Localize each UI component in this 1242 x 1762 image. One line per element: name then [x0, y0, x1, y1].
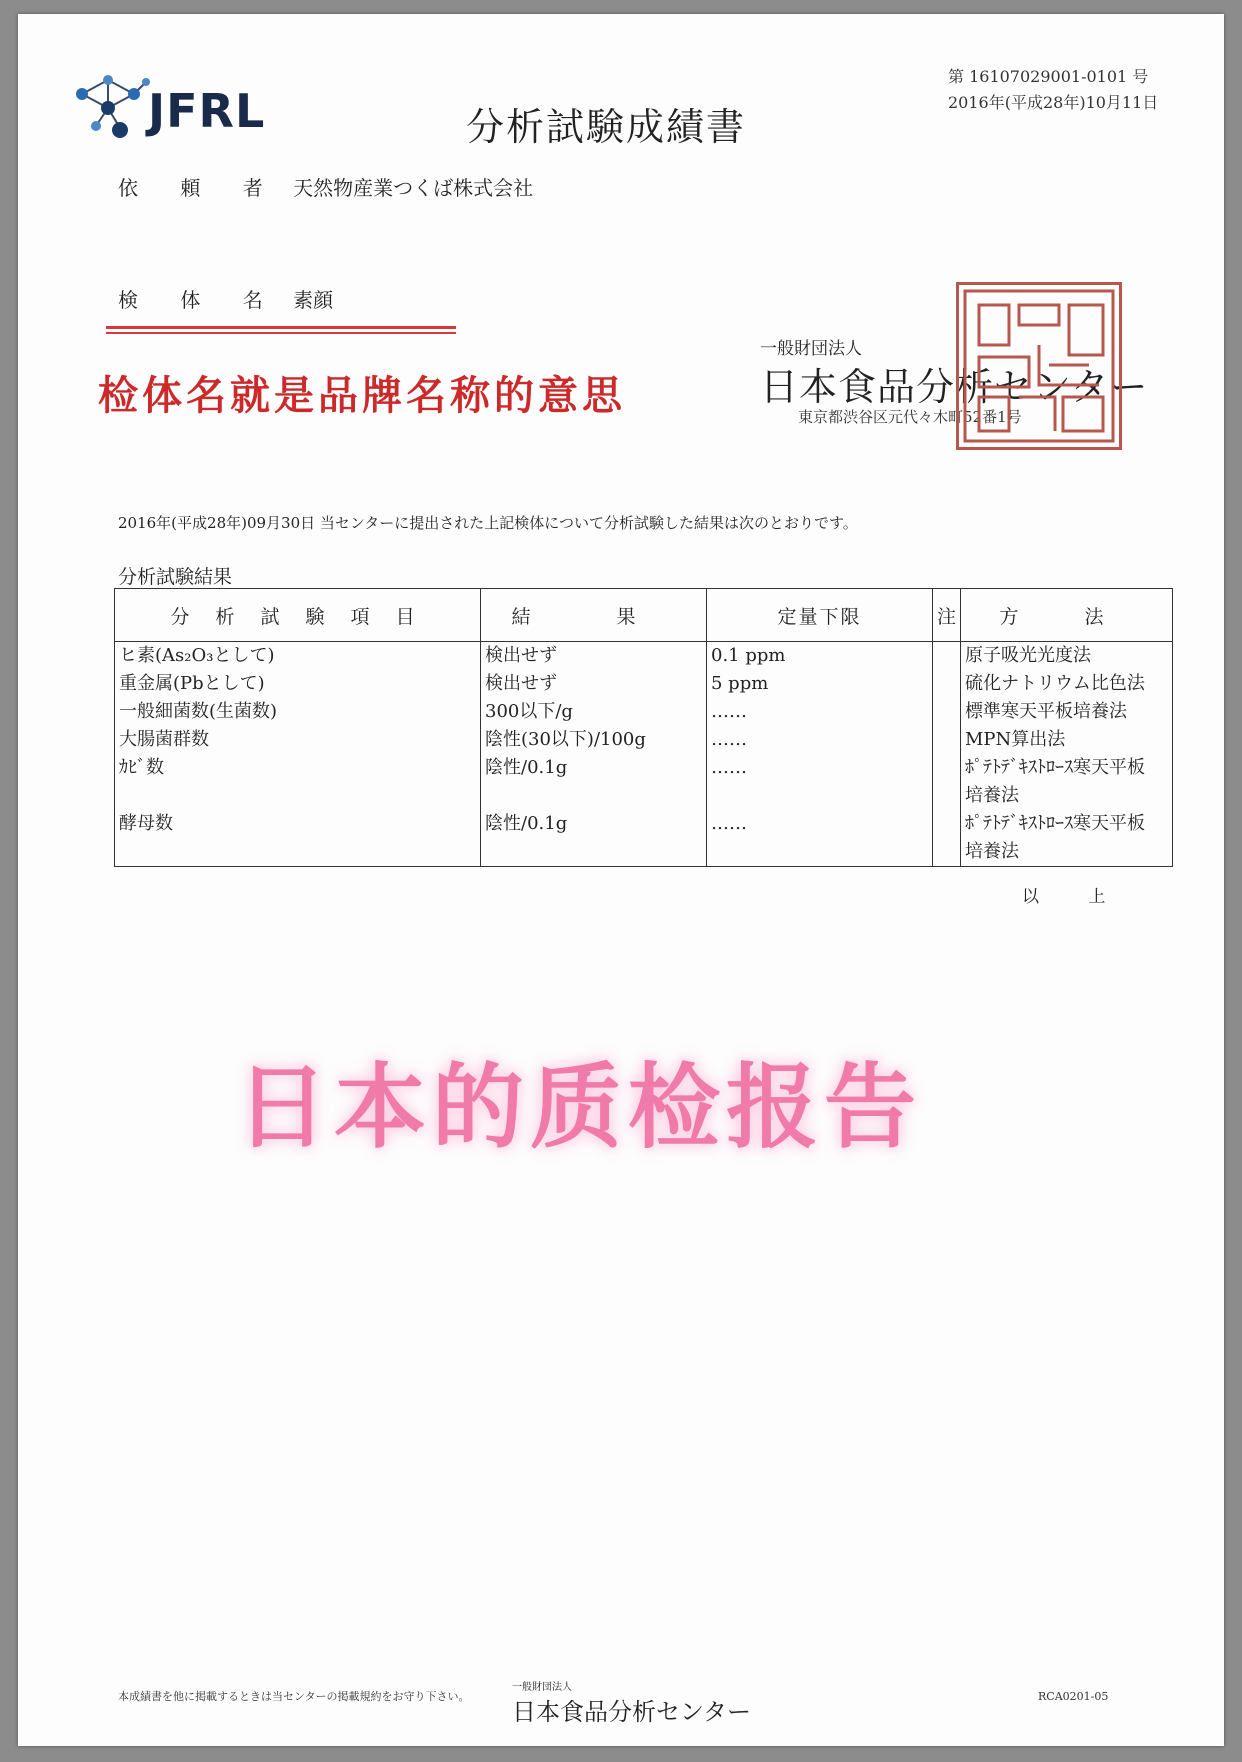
- cell-item: 大腸菌群数: [115, 726, 481, 754]
- banner-text: 日本的质检报告: [236, 1054, 923, 1161]
- header-result: 結 果: [481, 589, 707, 642]
- client-value: 天然物産業つくば株式会社: [293, 176, 534, 200]
- specimen-value: 素顔: [293, 288, 334, 312]
- cell-method: 硫化ナトリウム比色法: [961, 670, 1173, 698]
- underline-mark: [106, 326, 456, 329]
- cell-note: [933, 670, 961, 698]
- table-row: [115, 810, 1173, 838]
- client-label: 依 頼 者: [118, 176, 281, 200]
- cell-result: [481, 782, 707, 810]
- cell-note: [933, 726, 961, 754]
- cell-limit: ……: [707, 698, 933, 726]
- cell-result: [481, 838, 707, 867]
- cell-limit: [707, 782, 933, 810]
- cell-note: [933, 754, 961, 782]
- issuer-prefix: 一般財団法人: [760, 339, 862, 359]
- table-row: [115, 642, 1173, 671]
- cell-item: 酵母数: [115, 810, 481, 838]
- document-number: 第 16107029001-0101 号: [948, 67, 1149, 86]
- cell-note: [933, 810, 961, 838]
- cell-item: [115, 838, 481, 867]
- header-item: 分 析 試 験 項 目: [115, 589, 481, 642]
- cell-item: [115, 782, 481, 810]
- cell-note: [933, 782, 961, 810]
- cell-item: 一般細菌数(生菌数): [115, 698, 481, 726]
- cell-method: 培養法: [961, 838, 1173, 867]
- issuer-name: 日本食品分析センター: [760, 365, 1149, 409]
- cell-item: 重金属(Pbとして): [115, 670, 481, 698]
- cell-note: [933, 642, 961, 671]
- cell-limit: 0.1 ppm: [707, 642, 933, 671]
- cell-method: ﾎﾟﾃﾄﾃﾞｷｽﾄﾛｰｽ寒天平板: [961, 810, 1173, 838]
- footer-note: 本成績書を他に掲載するときは当センターの掲載規約をお守り下さい。: [118, 1690, 470, 1703]
- cell-method: 原子吸光光度法: [961, 642, 1173, 671]
- footer-org-prefix: 一般財団法人: [512, 1682, 572, 1693]
- cell-limit: ……: [707, 754, 933, 782]
- closing-mark: 以 上: [1022, 887, 1128, 907]
- document-title: 分析試験成績書: [466, 105, 747, 149]
- jfrl-logo-icon: [68, 64, 154, 144]
- header-note: 注: [933, 589, 961, 642]
- cell-limit: ……: [707, 810, 933, 838]
- table-row: [115, 726, 1173, 754]
- report-sheet: [18, 14, 1224, 1746]
- cell-method: 培養法: [961, 782, 1173, 810]
- table-row: [115, 838, 1173, 867]
- official-seal: [956, 282, 1122, 450]
- cell-result: 検出せず: [481, 670, 707, 698]
- cell-item: ヒ素(As₂O₃として): [115, 642, 481, 671]
- cell-result: 陰性/0.1g: [481, 754, 707, 782]
- annotation-text: 检体名就是品牌名称的意思: [98, 372, 626, 419]
- cell-result: 陰性(30以下)/100g: [481, 726, 707, 754]
- logo-text: JFRL: [148, 84, 266, 138]
- table-row: [115, 698, 1173, 726]
- cell-result: 検出せず: [481, 642, 707, 671]
- footer-org-name: 日本食品分析センター: [512, 1698, 752, 1726]
- footer-code: RCA0201-05: [1038, 1690, 1109, 1703]
- cell-item: ｶﾋﾞ数: [115, 754, 481, 782]
- cell-note: [933, 698, 961, 726]
- cell-note: [933, 838, 961, 867]
- issuer-address: 東京都渋谷区元代々木町52番1号: [798, 408, 1022, 426]
- document-meta: [948, 64, 1158, 116]
- underline-mark-2: [106, 332, 456, 334]
- specimen-label: 検 体 名: [118, 288, 281, 312]
- cell-limit: [707, 838, 933, 867]
- cell-limit: 5 ppm: [707, 670, 933, 698]
- results-table: [114, 588, 1173, 867]
- cell-method: 標準寒天平板培養法: [961, 698, 1173, 726]
- cell-result: 陰性/0.1g: [481, 810, 707, 838]
- cell-method: ﾎﾟﾃﾄﾃﾞｷｽﾄﾛｰｽ寒天平板: [961, 754, 1173, 782]
- cell-limit: ……: [707, 726, 933, 754]
- cell-result: 300以下/g: [481, 698, 707, 726]
- header-limit: 定量下限: [707, 589, 933, 642]
- specimen-row: [118, 284, 333, 313]
- table-header-row: [115, 589, 1173, 642]
- header-method: 方 法: [961, 589, 1173, 642]
- section-title: 分析試験結果: [118, 566, 233, 588]
- intro-text: 2016年(平成28年)09月30日 当センターに提出された上記検体について分析試験した結果は次のとおりです。: [118, 514, 858, 532]
- table-row: [115, 670, 1173, 698]
- cell-method: MPN算出法: [961, 726, 1173, 754]
- client-row: [118, 172, 533, 201]
- table-row: [115, 782, 1173, 810]
- table-row: [115, 754, 1173, 782]
- document-date: 2016年(平成28年)10月11日: [948, 93, 1159, 112]
